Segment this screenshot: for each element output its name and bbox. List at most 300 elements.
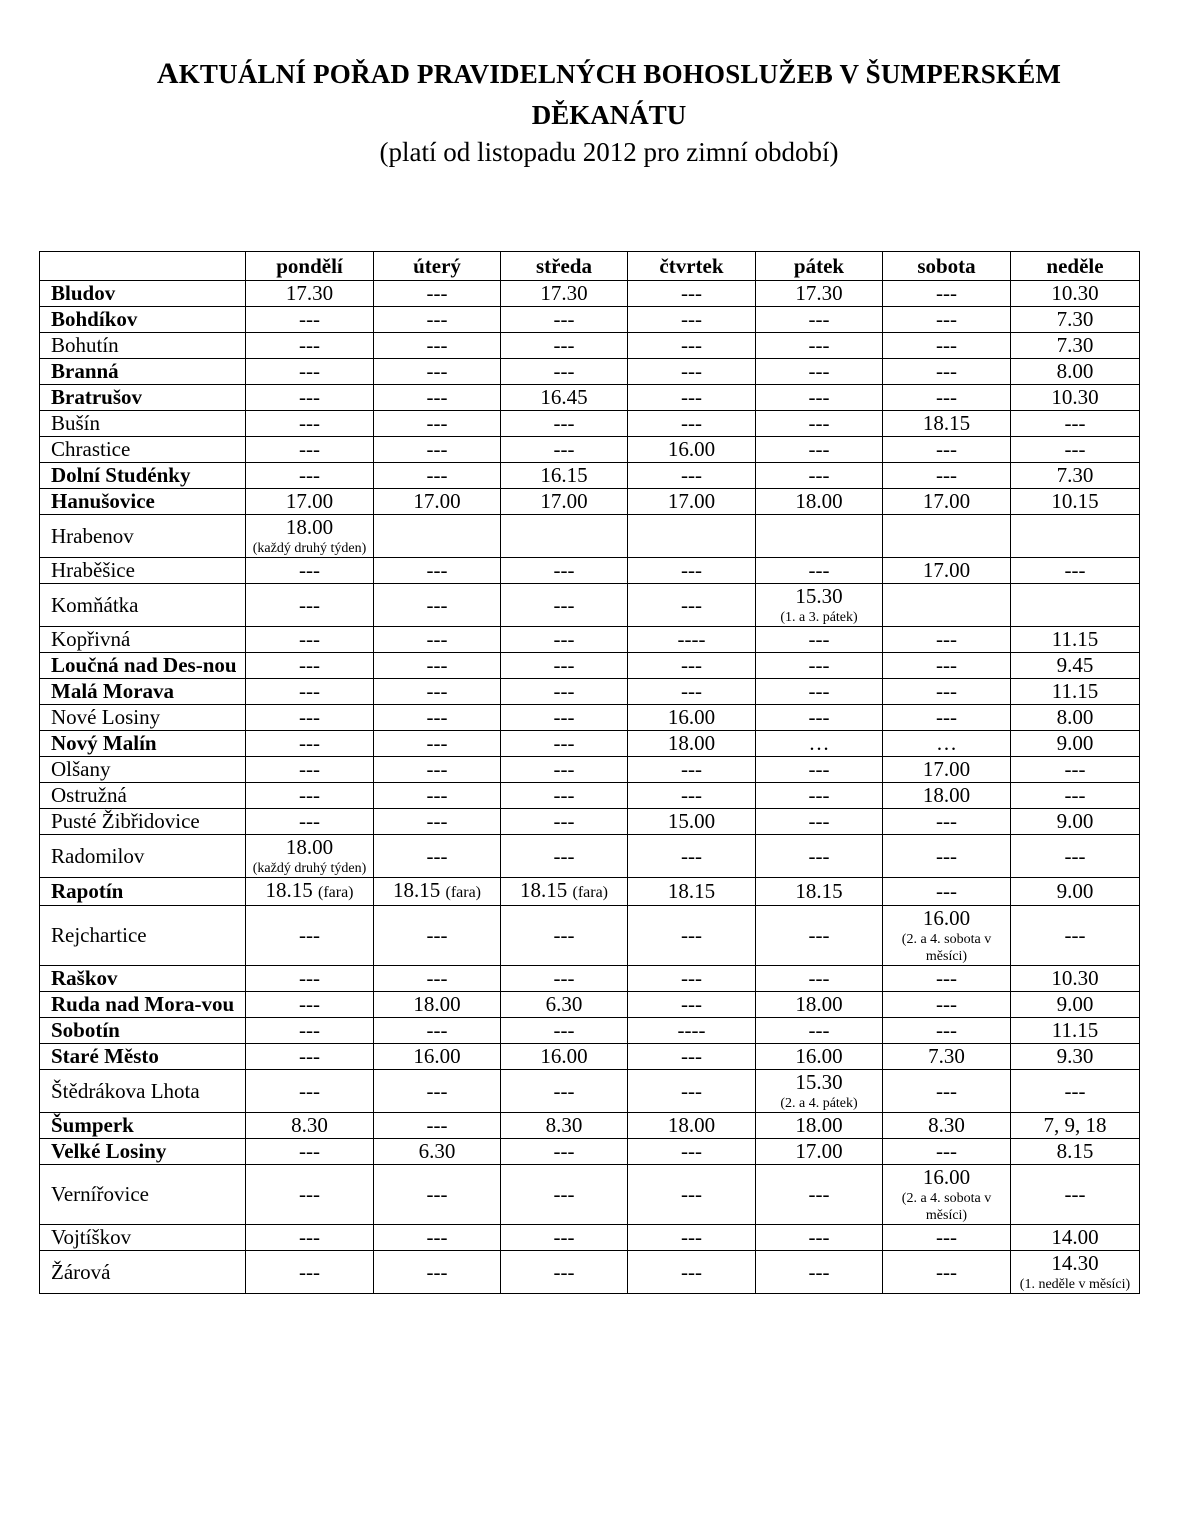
- schedule-cell: [883, 757, 1011, 783]
- parish-name: Vernířovice: [40, 1165, 246, 1225]
- service-time: 18.00: [667, 731, 716, 755]
- schedule-cell: [501, 333, 628, 359]
- service-time: 7.30: [1056, 463, 1094, 487]
- schedule-cell: [1011, 307, 1140, 333]
- service-time: ---: [426, 731, 448, 755]
- service-time: ---: [553, 1182, 575, 1206]
- table-row: [40, 359, 1140, 385]
- schedule-cell: [374, 463, 501, 489]
- service-time: ---: [808, 1182, 830, 1206]
- schedule-cell: [246, 437, 374, 463]
- schedule-cell: [756, 385, 883, 411]
- schedule-cell: [374, 835, 501, 878]
- schedule-cell: [501, 783, 628, 809]
- service-time: ---: [426, 1259, 448, 1284]
- schedule-cell: [501, 627, 628, 653]
- schedule-cell: [756, 906, 883, 966]
- service-time: ---: [936, 992, 957, 1016]
- schedule-cell: [883, 1139, 1011, 1165]
- service-time: ---: [553, 359, 575, 383]
- schedule-cell: [501, 489, 628, 515]
- schedule-cell: [246, 1165, 374, 1225]
- document-title: [0, 56, 1183, 92]
- service-time: ---: [426, 558, 448, 582]
- schedule-cell: [246, 1018, 374, 1044]
- service-time: ---: [681, 411, 702, 435]
- service-time: 18.00: [285, 515, 334, 539]
- schedule-cell: [374, 705, 501, 731]
- service-time: ---: [299, 705, 320, 729]
- day-header: čtvrtek: [628, 252, 756, 281]
- parish-name: Ostružná: [40, 783, 246, 809]
- schedule-cell: [374, 515, 501, 558]
- service-time: ---: [936, 1259, 957, 1284]
- service-time: ---: [681, 966, 702, 990]
- service-location-note: (fara): [572, 884, 608, 901]
- schedule-cell: [1011, 1044, 1140, 1070]
- service-time: 16.45: [540, 385, 588, 409]
- schedule-cell: [628, 878, 756, 906]
- service-time: 18.00: [413, 992, 461, 1016]
- schedule-cell: [756, 1251, 883, 1294]
- service-time: 17.00: [285, 489, 334, 513]
- schedule-cell: [501, 731, 628, 757]
- service-time: ---: [936, 463, 957, 487]
- service-time: ---: [426, 307, 448, 331]
- schedule-cell: [246, 1113, 374, 1139]
- schedule-cell: [374, 385, 501, 411]
- schedule-cell: [246, 489, 374, 515]
- service-time: ---: [681, 1078, 702, 1103]
- schedule-cell: [628, 1113, 756, 1139]
- service-time: ---: [553, 592, 575, 617]
- schedule-cell: [883, 515, 1011, 558]
- table-row: [40, 1165, 1140, 1225]
- service-time: 17.00: [922, 489, 971, 513]
- schedule-cell: [756, 411, 883, 437]
- schedule-cell: [374, 966, 501, 992]
- service-time: ---: [936, 333, 957, 357]
- service-time: 14.00: [1051, 1225, 1099, 1249]
- table-row: [40, 835, 1140, 878]
- service-time: ---: [681, 463, 702, 487]
- service-time: ---: [808, 411, 830, 435]
- schedule-cell: [246, 783, 374, 809]
- schedule-cell: [501, 906, 628, 966]
- parish-name: Rejchartice: [40, 906, 246, 966]
- schedule-cell: [883, 1113, 1011, 1139]
- schedule-cell: [1011, 1139, 1140, 1165]
- schedule-cell: [628, 411, 756, 437]
- service-time: ---: [299, 966, 320, 990]
- schedule-cell: [1011, 966, 1140, 992]
- service-time: ---: [553, 1259, 575, 1284]
- service-time: ---: [936, 809, 957, 833]
- service-time: ---: [681, 1044, 702, 1068]
- service-time: ---: [426, 679, 448, 703]
- table-row: [40, 783, 1140, 809]
- schedule-cell: [883, 359, 1011, 385]
- service-time: ---: [808, 1259, 830, 1284]
- service-time: ---: [426, 359, 448, 383]
- service-time: …: [808, 731, 830, 755]
- service-time: ---: [426, 843, 448, 868]
- day-header: pondělí: [246, 252, 374, 281]
- service-time: ---: [1064, 843, 1086, 868]
- service-time: ---: [936, 705, 957, 729]
- schedule-cell: [501, 1044, 628, 1070]
- service-time: ---: [681, 333, 702, 357]
- service-time: ---: [681, 679, 702, 703]
- schedule-cell: [246, 705, 374, 731]
- service-time: 10.30: [1051, 385, 1099, 409]
- service-time: ---: [299, 992, 320, 1016]
- schedule-cell: [756, 359, 883, 385]
- schedule-cell: [883, 783, 1011, 809]
- schedule-cell: [883, 835, 1011, 878]
- service-time: ---: [299, 359, 320, 383]
- schedule-cell: [628, 992, 756, 1018]
- service-time: ---: [681, 1225, 702, 1249]
- schedule-cell: [756, 437, 883, 463]
- schedule-cell: [374, 1113, 501, 1139]
- schedule-cell: [883, 731, 1011, 757]
- schedule-cell: [246, 992, 374, 1018]
- service-time: 16.00: [540, 1044, 588, 1068]
- schedule-cell: [374, 437, 501, 463]
- schedule-cell: [628, 1225, 756, 1251]
- schedule-cell: [883, 992, 1011, 1018]
- service-time: 14.30: [1051, 1251, 1099, 1275]
- service-time: ---: [553, 437, 575, 461]
- service-time: ---: [1064, 558, 1086, 582]
- service-time: ---: [808, 359, 830, 383]
- service-time: ---: [426, 411, 448, 435]
- service-time: ---: [808, 966, 830, 990]
- schedule-cell: [756, 627, 883, 653]
- service-time: 18.00: [285, 835, 334, 859]
- service-time: ---: [681, 281, 702, 305]
- service-time: 16.00: [667, 437, 716, 461]
- schedule-cell: [1011, 1251, 1140, 1294]
- parish-name: Vojtíškov: [40, 1225, 246, 1251]
- schedule-cell: [756, 835, 883, 878]
- service-time: ---: [299, 679, 320, 703]
- schedule-cell: [501, 307, 628, 333]
- parish-name: Žárová: [40, 1251, 246, 1294]
- service-time: 17.00: [667, 489, 716, 513]
- schedule-cell: [883, 584, 1011, 627]
- service-time: ---: [808, 679, 830, 703]
- schedule-cell: [883, 627, 1011, 653]
- service-time: ---: [808, 783, 830, 807]
- parish-name: Sobotín: [40, 1018, 246, 1044]
- service-time: ---: [1064, 411, 1086, 435]
- service-time: 17.00: [795, 1139, 843, 1163]
- schedule-cell: [883, 653, 1011, 679]
- service-time: 9.00: [1056, 992, 1094, 1016]
- service-time: 16.00: [922, 1165, 971, 1189]
- schedule-cell: [756, 1018, 883, 1044]
- service-time: ---: [1064, 1182, 1086, 1206]
- service-time: ---: [808, 757, 830, 781]
- service-time: ---: [936, 879, 957, 903]
- schedule-cell: [374, 757, 501, 783]
- service-note: (1. a 3. pátek): [780, 610, 858, 625]
- service-time: ---: [426, 627, 448, 651]
- service-time: ---: [299, 437, 320, 461]
- service-time: ---: [299, 558, 320, 582]
- table-row: [40, 653, 1140, 679]
- service-time: ---: [681, 558, 702, 582]
- schedule-cell: [246, 1251, 374, 1294]
- schedule-cell: [628, 463, 756, 489]
- schedule-cell: [501, 411, 628, 437]
- table-row: [40, 757, 1140, 783]
- parish-name: Komňátka: [40, 584, 246, 627]
- table-row: [40, 515, 1140, 558]
- schedule-cell: [374, 653, 501, 679]
- schedule-cell: [628, 584, 756, 627]
- service-time: ---: [681, 385, 702, 409]
- service-time: ---: [426, 592, 448, 617]
- service-time: ---: [681, 1259, 702, 1284]
- parish-name: Nový Malín: [40, 731, 246, 757]
- schedule-cell: [374, 809, 501, 835]
- schedule-cell: [883, 1251, 1011, 1294]
- schedule-cell: [628, 489, 756, 515]
- service-time: ---: [553, 783, 575, 807]
- parish-name: Malá Morava: [40, 679, 246, 705]
- table-row: [40, 584, 1140, 627]
- schedule-cell: [246, 463, 374, 489]
- parish-name: Hrabenov: [40, 515, 246, 558]
- schedule-cell: [628, 757, 756, 783]
- schedule-cell: [883, 1165, 1011, 1225]
- service-time: 15.30: [795, 1070, 843, 1094]
- schedule-cell: [246, 1225, 374, 1251]
- table-row: [40, 1225, 1140, 1251]
- schedule-cell: [628, 385, 756, 411]
- schedule-cell: [756, 1113, 883, 1139]
- schedule-cell: [374, 731, 501, 757]
- schedule-cell: [246, 679, 374, 705]
- service-time: ---: [553, 307, 575, 331]
- schedule-cell: [756, 1070, 883, 1113]
- schedule-cell: [374, 1044, 501, 1070]
- schedule-cell: [374, 558, 501, 584]
- service-time: ---: [681, 843, 702, 868]
- schedule-cell: [628, 515, 756, 558]
- service-time: ---: [553, 757, 575, 781]
- service-time: 17.30: [795, 281, 843, 305]
- service-time: ---: [681, 359, 702, 383]
- service-time: ---: [808, 333, 830, 357]
- schedule-cell: [1011, 558, 1140, 584]
- service-time: 9.30: [1056, 1044, 1094, 1068]
- service-time: ---: [553, 333, 575, 357]
- schedule-cell: [246, 627, 374, 653]
- schedule-cell: [501, 1070, 628, 1113]
- table-row: [40, 1251, 1140, 1294]
- service-time: ----: [677, 1018, 706, 1042]
- schedule-cell: [1011, 705, 1140, 731]
- parish-name: Hanušovice: [40, 489, 246, 515]
- schedule-cell: [1011, 1225, 1140, 1251]
- parish-name: Hraběšice: [40, 558, 246, 584]
- service-time: ---: [426, 463, 448, 487]
- schedule-cell: [756, 809, 883, 835]
- service-time: ---: [299, 1139, 320, 1163]
- service-time: ---: [553, 843, 575, 868]
- parish-name: Nové Losiny: [40, 705, 246, 731]
- schedule-cell: [246, 558, 374, 584]
- parish-name: Staré Město: [40, 1044, 246, 1070]
- schedule-cell: [756, 558, 883, 584]
- service-time: ---: [936, 307, 957, 331]
- schedule-cell: [1011, 653, 1140, 679]
- service-time: ---: [299, 1259, 320, 1284]
- schedule-cell: [246, 809, 374, 835]
- schedule-cell: [628, 705, 756, 731]
- schedule-cell: [1011, 679, 1140, 705]
- service-time: ---: [808, 809, 830, 833]
- schedule-cell: [628, 809, 756, 835]
- service-time: ---: [553, 966, 575, 990]
- schedule-cell: [756, 1139, 883, 1165]
- schedule-cell: [246, 966, 374, 992]
- service-time: ---: [808, 653, 830, 677]
- service-time: ---: [936, 281, 957, 305]
- schedule-cell: [1011, 489, 1140, 515]
- service-time: 18.00: [795, 1113, 843, 1137]
- schedule-cell: [246, 307, 374, 333]
- schedule-cell: [374, 333, 501, 359]
- service-time: ---: [553, 731, 575, 755]
- schedule-cell: [628, 1018, 756, 1044]
- schedule-cell: [501, 584, 628, 627]
- schedule-cell: [374, 679, 501, 705]
- schedule-cell: [246, 411, 374, 437]
- service-time: 16.00: [413, 1044, 461, 1068]
- schedule-cell: [628, 437, 756, 463]
- service-time: 8.15: [1056, 1139, 1094, 1163]
- schedule-cell: [756, 307, 883, 333]
- parish-name: Pusté Žibřidovice: [40, 809, 246, 835]
- schedule-cell: [501, 437, 628, 463]
- table-row: [40, 992, 1140, 1018]
- schedule-cell: [756, 1225, 883, 1251]
- service-time: 9.00: [1056, 809, 1094, 833]
- schedule-cell: [1011, 333, 1140, 359]
- service-note: (2. a 4. pátek): [780, 1096, 858, 1111]
- schedule-cell: [756, 515, 883, 558]
- schedule-cell: [1011, 359, 1140, 385]
- schedule-cell: [374, 1139, 501, 1165]
- service-time: ---: [553, 411, 575, 435]
- schedule-cell: [1011, 411, 1140, 437]
- table-row: [40, 679, 1140, 705]
- service-time: ---: [299, 809, 320, 833]
- day-header: sobota: [883, 252, 1011, 281]
- schedule-cell: [374, 627, 501, 653]
- service-time: ---: [426, 783, 448, 807]
- schedule-cell: [628, 731, 756, 757]
- service-time: ---: [299, 333, 320, 357]
- parish-name: Chrastice: [40, 437, 246, 463]
- schedule-cell: [756, 966, 883, 992]
- service-time: ---: [553, 809, 575, 833]
- service-time: 18.00: [667, 1113, 716, 1137]
- schedule-cell: [501, 463, 628, 489]
- schedule-cell: [628, 1251, 756, 1294]
- schedule-cell: [883, 1018, 1011, 1044]
- schedule-cell: [501, 966, 628, 992]
- schedule-cell: [628, 783, 756, 809]
- service-time: ---: [681, 592, 702, 617]
- table-row: [40, 705, 1140, 731]
- schedule-cell: [501, 558, 628, 584]
- schedule-cell: [246, 878, 374, 906]
- service-time: 9.45: [1056, 653, 1094, 677]
- schedule-cell: [374, 489, 501, 515]
- service-time: ---: [299, 1044, 320, 1068]
- service-time: ---: [299, 627, 320, 651]
- service-time: ---: [299, 1182, 320, 1206]
- schedule-cell: [756, 731, 883, 757]
- schedule-cell: [883, 809, 1011, 835]
- service-time: ---: [936, 1225, 957, 1249]
- service-time: ---: [426, 757, 448, 781]
- service-time: ---: [299, 731, 320, 755]
- service-time: 17.00: [922, 757, 971, 781]
- schedule-cell: [501, 679, 628, 705]
- schedule-cell: [374, 1018, 501, 1044]
- table-row: [40, 558, 1140, 584]
- service-time: ---: [299, 463, 320, 487]
- document-subtitle: (platí od listopadu 2012 pro zimní období): [379, 137, 839, 167]
- day-header: pátek: [756, 252, 883, 281]
- service-time: 15.00: [667, 809, 716, 833]
- service-time: 18.15: [667, 879, 716, 903]
- schedule-cell: [1011, 1113, 1140, 1139]
- service-time: ---: [936, 627, 957, 651]
- schedule-cell: [246, 835, 374, 878]
- parish-name: Rapotín: [40, 878, 246, 906]
- schedule-cell: [246, 731, 374, 757]
- document-header: [0, 56, 1183, 168]
- schedule-cell: [883, 679, 1011, 705]
- service-time: ---: [299, 385, 320, 409]
- schedule-cell: [883, 705, 1011, 731]
- service-time: ---: [808, 385, 830, 409]
- schedule-cell: [374, 584, 501, 627]
- table-row: [40, 1139, 1140, 1165]
- schedule-cell: [883, 489, 1011, 515]
- service-time: ---: [681, 757, 702, 781]
- service-time: ---: [808, 1225, 830, 1249]
- service-time: ---: [426, 437, 448, 461]
- schedule-cell: [883, 966, 1011, 992]
- service-time: ---: [426, 281, 448, 305]
- service-time: 10.30: [1051, 281, 1099, 305]
- schedule-cell: [628, 333, 756, 359]
- schedule-cell: [501, 1113, 628, 1139]
- schedule-cell: [374, 783, 501, 809]
- schedule-cell: [628, 1165, 756, 1225]
- service-time: 7.30: [1056, 333, 1094, 357]
- service-time: ---: [299, 757, 320, 781]
